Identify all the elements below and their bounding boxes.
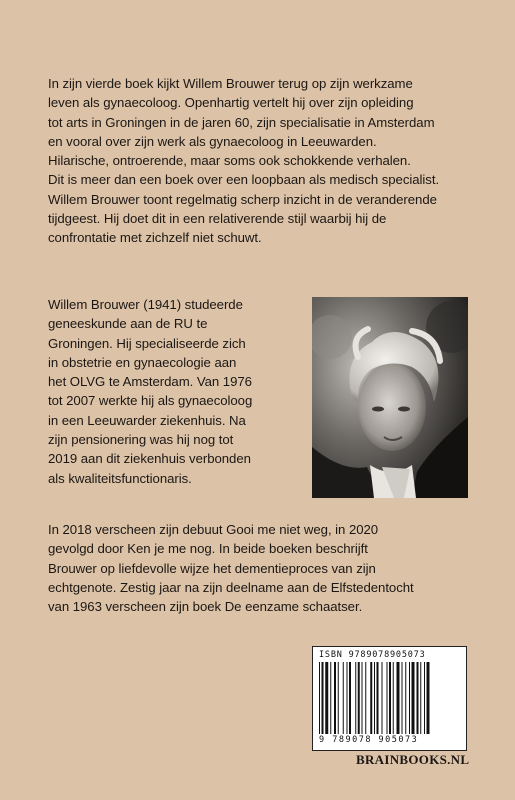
- author-photo: [312, 297, 468, 498]
- author-bio-paragraph: Willem Brouwer (1941) studeerde geneeskunde aan de RU te Groningen. Hij specialiseerde zich in obstetrie en gynaecologie aan het OLVG te Amsterdam. Van 1976 tot 2007 werkte hij als gynaecoloog in een Leeuwarder ziekenhuis. Na zijn pensionering was hij nog tot 2019 aan dit ziekenhuis verbonden als kwaliteitsfunctionaris.: [48, 297, 253, 486]
- isbn-label: ISBN 9789078905073: [319, 650, 426, 660]
- barcode-digits: 9 789078 905073: [319, 735, 419, 745]
- publisher-name: BRAINBOOKS.NL: [356, 752, 470, 767]
- isbn-barcode: [312, 646, 467, 751]
- barcode-bars: [319, 662, 460, 734]
- books-paragraph: In 2018 verscheen zijn debuut Gooi me niet weg, in 2020 gevolgd door Ken je me nog. In beide boeken beschrijft Brouwer op liefdevolle wijze het dementieproces van zijn echtgenote. Zestig jaar na zijn deelname aan de Elfstedentocht van 1963 verscheen zijn boek De eenzame schaatser.: [48, 522, 414, 615]
- intro-paragraph: In zijn vierde boek kijkt Willem Brouwer terug op zijn werkzame leven als gynaecoloog. Openhartig vertelt hij over zijn opleiding tot arts in Groningen in de jaren 60, zijn specialisatie in Amsterdam en vooral over zijn werk als gynaecoloog in Leeuwarden. Hilarische, ontroerende, maar soms ook schokkende verhalen. Dit is meer dan een boek over een loopbaan als medisch specialist. Willem Brouwer toont regelmatig scherp inzicht in de veranderende tijdgeest. Hij doet dit in een relativerende stijl waarbij hij de confrontatie met zichzelf niet schuwt.: [48, 76, 440, 246]
